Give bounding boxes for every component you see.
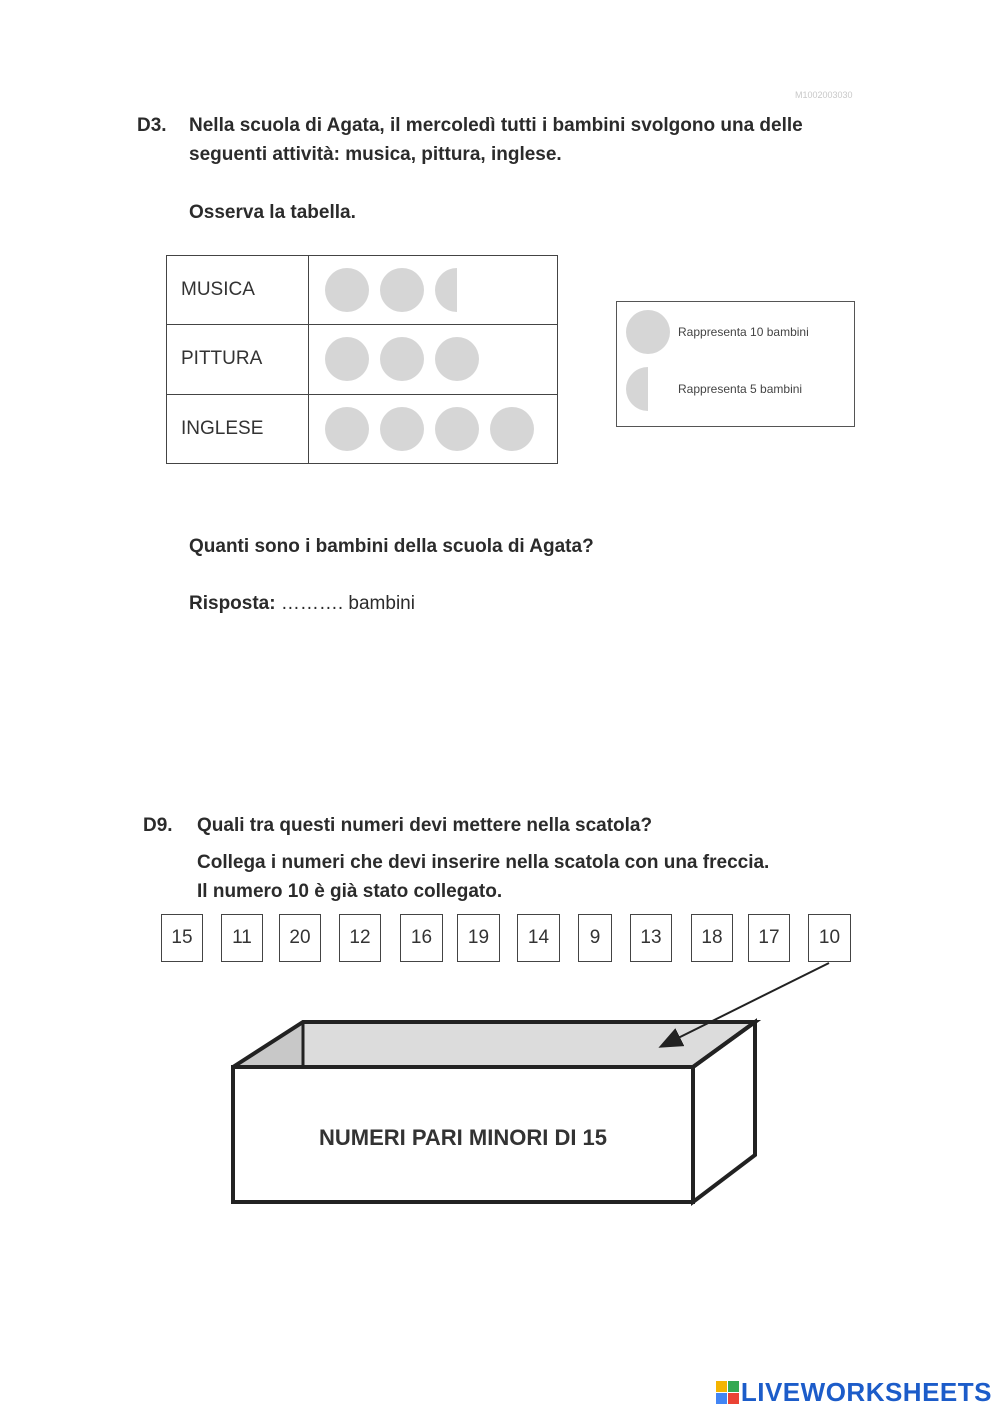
answer-label: Risposta: (189, 593, 276, 614)
question-d3-prompt: Quanti sono i bambini della scuola di Agata? (189, 536, 594, 557)
liveworksheets-logo-icon (716, 1381, 739, 1404)
legend-full-text: Rappresenta 10 bambini (678, 325, 809, 339)
liveworksheets-brand (716, 1377, 992, 1408)
number-box[interactable]: 14 (517, 914, 560, 962)
question-d3-text-line2: seguenti attività: musica, pittura, inglese. (189, 144, 562, 165)
number-box[interactable]: 9 (578, 914, 612, 962)
question-d9-text: Quali tra questi numeri devi mettere nella scatola? (197, 815, 653, 836)
box-back-wall (303, 1022, 755, 1067)
number-box[interactable]: 18 (691, 914, 733, 962)
row-label-musica: MUSICA (167, 256, 309, 325)
legend-half-text: Rappresenta 5 bambini (678, 382, 803, 396)
number-box[interactable]: 15 (161, 914, 203, 962)
document-code: M1002003030 (795, 90, 853, 100)
number-box[interactable]: 17 (748, 914, 790, 962)
question-d9-instruction2: Il numero 10 è già stato collegato. (197, 881, 503, 902)
box-label: NUMERI PARI MINORI DI 15 (318, 1125, 608, 1150)
number-box[interactable]: 20 (279, 914, 321, 962)
row-label-pittura: PITTURA (167, 325, 309, 394)
answer-input[interactable]: ………. (280, 593, 344, 614)
question-d9-instruction1: Collega i numeri che devi inserire nella scatola con una freccia. (197, 852, 770, 873)
brand-name: LIVEWORKSHEETS (740, 1377, 992, 1407)
number-box[interactable]: 16 (400, 914, 443, 962)
question-d3-text-line1: Nella scuola di Agata, il mercoledì tutti i bambini svolgono una delle (189, 115, 803, 136)
number-box[interactable]: 11 (221, 914, 263, 962)
question-d3-instruction: Osserva la tabella. (189, 202, 356, 223)
question-d9-number: D9. (143, 815, 173, 836)
row-label-inglese: INGLESE (167, 394, 309, 463)
answer-unit: bambini (348, 593, 415, 614)
number-box[interactable]: 13 (630, 914, 672, 962)
number-box-connected[interactable]: 10 (808, 914, 851, 962)
number-box[interactable]: 19 (457, 914, 500, 962)
question-d3-number: D3. (137, 115, 167, 136)
number-box[interactable]: 12 (339, 914, 381, 962)
